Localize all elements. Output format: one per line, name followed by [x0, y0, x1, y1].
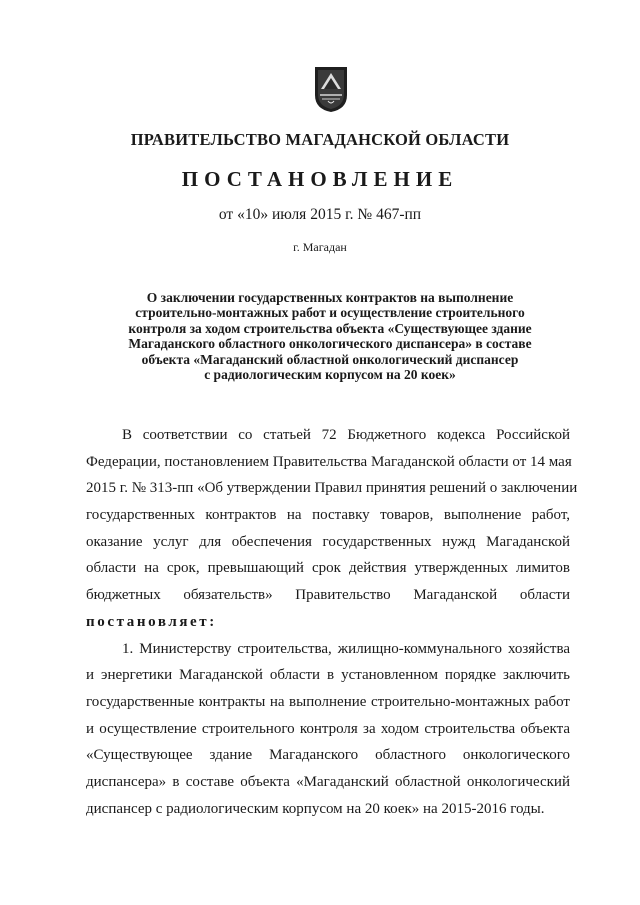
- item-1-line: государственные контракты на выполнение строительно-монтажных работ: [86, 693, 570, 710]
- preamble-line: области на срок, превышающий срок действия утвержденных лимитов: [86, 560, 570, 577]
- subject-line: с радиологическим корпусом на 20 коек»: [204, 367, 456, 383]
- subject-line: контроля за ходом строительства объекта «Существующее здание: [128, 320, 532, 336]
- item-1-line: диспансер с радиологическим корпусом на 20 коек» на 2015-2016 годы.: [86, 800, 545, 817]
- subject-line: объекта «Магаданский областной онкологический диспансер: [141, 351, 519, 367]
- document-body: [86, 426, 578, 826]
- organization-title: ПРАВИТЕЛЬСТВО МАГАДАНСКОЙ ОБЛАСТИ: [130, 130, 510, 149]
- preamble-line: В соответствии со статьей 72 Бюджетного кодекса Российской: [122, 427, 570, 443]
- item-1-line: и осуществление строительного контроля за ходом строительства объекта: [86, 720, 570, 737]
- preamble-line: 2015 г. № 313-пп «Об утверждении Правил принятия решений о заключении: [86, 480, 578, 497]
- document-city: г. Магадан: [293, 240, 347, 254]
- subject-line: О заключении государственных контрактов на выполнение: [146, 290, 514, 305]
- document-date-number: от «10» июля 2015 г. № 467-пп: [218, 206, 422, 223]
- document-subject: [80, 290, 580, 382]
- preamble-line: государственных контрактов на поставку товаров, выполнение работ,: [86, 507, 570, 524]
- resolves-word: постановляет:: [86, 613, 217, 630]
- item-1-line: диспансера» в составе объекта «Магаданский областной онкологический: [86, 773, 570, 790]
- coat-of-arms-icon: [313, 65, 349, 113]
- item-1-line: «Существующее здание Магаданского областного онкологического: [86, 747, 570, 764]
- subject-line: строительно-монтажных работ и осуществление строительного: [135, 305, 525, 321]
- item-1-line: и энергетики Магаданской области в установленном порядке заключить: [86, 667, 570, 684]
- preamble-line: бюджетных обязательств» Правительство Магаданской области: [86, 587, 570, 604]
- preamble-line: оказание услуг для обеспечения государственных нужд Магаданской: [86, 533, 570, 550]
- subject-line: Магаданского областного онкологического диспансера» в составе: [128, 336, 532, 352]
- resolves-line: [86, 613, 570, 640]
- item-1-line: 1. Министерству строительства, жилищно-коммунального хозяйства: [122, 640, 570, 657]
- document-type: ПОСТАНОВЛЕНИЕ: [181, 167, 459, 191]
- preamble-line: Федерации, постановлением Правительства Магаданской области от 14 мая: [86, 453, 572, 470]
